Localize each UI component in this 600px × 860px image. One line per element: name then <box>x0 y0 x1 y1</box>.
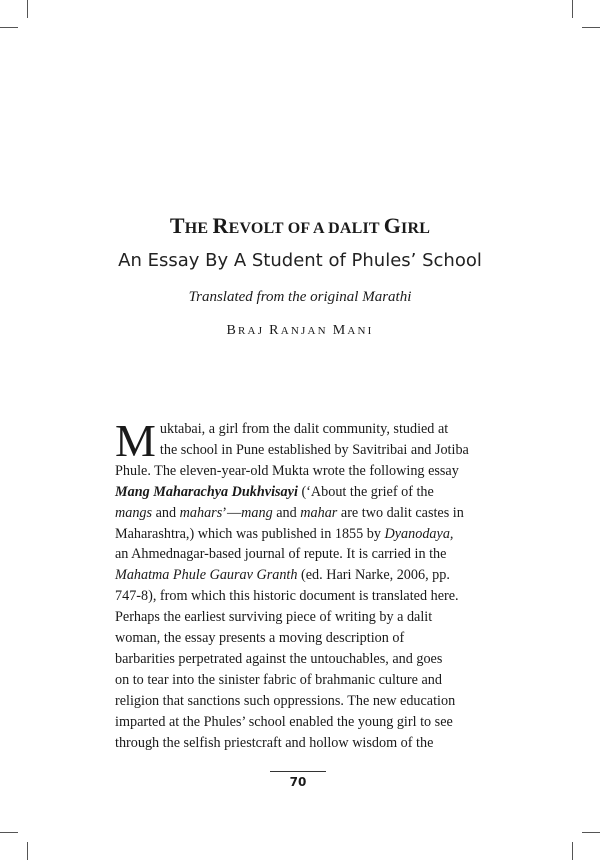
folio-rule <box>270 771 326 772</box>
crop-mark <box>27 842 28 860</box>
crop-mark <box>572 0 573 18</box>
crop-mark <box>0 832 18 833</box>
crop-mark <box>572 842 573 860</box>
body-line: uktabai, a girl from the dalit community, studied at <box>159 421 449 437</box>
body-line: Maharashtra,) which was published in 1855 by Dyanodaya, <box>115 525 454 542</box>
body-line: Perhaps the earliest surviving piece of writing by a dalit <box>115 609 433 626</box>
body-line: 747-8), from which this historic document is translated here. <box>115 588 459 605</box>
essay-body <box>115 415 487 754</box>
essay-title: THE REVOLT OF A DALIT GIRL <box>169 213 431 238</box>
body-line: woman, the essay presents a moving description of <box>115 630 405 647</box>
body-line: Phule. The eleven-year-old Mukta wrote the following essay <box>115 462 459 479</box>
essay-subtitle: An Essay By A Student of Phules’ School <box>118 250 482 271</box>
author-name: BRAJ RANJAN MANI <box>226 323 374 338</box>
body-line: imparted at the Phules’ school enabled the young girl to see <box>115 713 453 730</box>
body-line: on to tear into the sinister fabric of brahmanic culture and <box>115 671 442 688</box>
body-line: Mang Maharachya Dukhvisayi (‘About the grief of the <box>115 483 434 500</box>
drop-cap: M <box>115 415 156 466</box>
body-line: mangs and mahars’—mang and mahar are two dalit castes in <box>115 504 464 521</box>
page-number: 70 <box>289 775 307 789</box>
crop-mark <box>27 0 28 18</box>
translation-note: Translated from the original Marathi <box>188 289 412 305</box>
crop-mark <box>582 27 600 28</box>
body-line: the school in Pune established by Savitribai and Jotiba <box>159 441 469 458</box>
body-line: barbarities perpetrated against the untouchables, and goes <box>115 650 443 667</box>
crop-mark <box>0 27 18 28</box>
crop-mark <box>582 832 600 833</box>
body-line: an Ahmednagar-based journal of repute. It is carried in the <box>115 546 447 563</box>
body-line: Mahatma Phule Gaurav Granth (ed. Hari Narke, 2006, pp. <box>115 567 450 584</box>
body-line: religion that sanctions such oppressions. The new education <box>115 692 456 709</box>
body-line: through the selfish priestcraft and hollow wisdom of the <box>115 734 434 751</box>
